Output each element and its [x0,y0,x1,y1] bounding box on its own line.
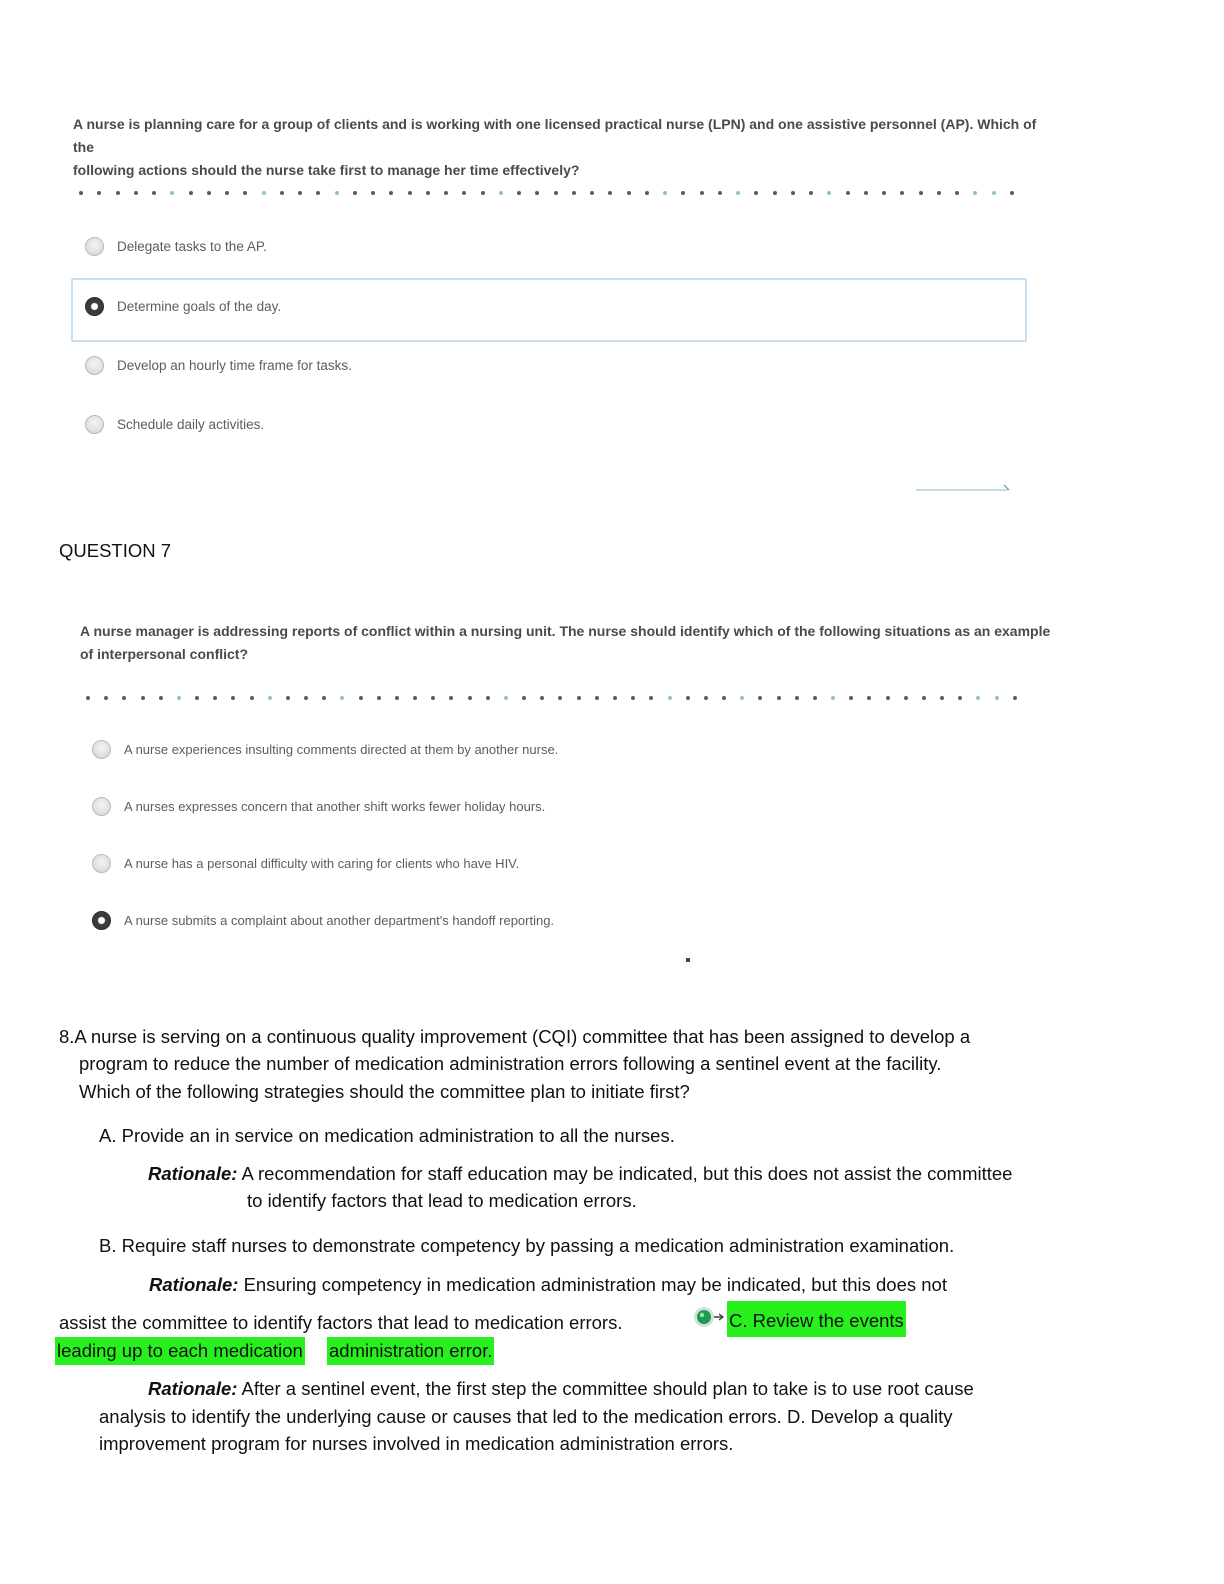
divider-dot [286,696,290,700]
divider-dot [554,191,558,195]
divider-dot [590,191,594,195]
rationale-b-text: Ensuring competency in medication administration may be indicated, but this does not [238,1274,947,1295]
divider-dot [426,191,430,195]
cursor-mark [686,958,690,962]
divider-dot [413,696,417,700]
divider-dot [377,696,381,700]
divider-dot [97,191,101,195]
divider-dot [973,191,977,195]
divider-dot [758,696,762,700]
q8-stem-line2: program to reduce the number of medication administration errors following a sentinel event at the facility. [79,1053,942,1074]
option-label: A nurse submits a complaint about another department's handoff reporting. [124,913,555,928]
divider-dot [809,191,813,195]
q6-option-1[interactable] [85,237,267,256]
rationale-label: Rationale: [148,1163,238,1184]
radio-button-icon[interactable] [85,237,104,256]
divider-dot [736,191,740,195]
dotted-divider [79,189,1014,197]
radio-button-icon[interactable] [92,797,111,816]
divider-dot [777,696,781,700]
divider-dot [322,696,326,700]
divider-dot [395,696,399,700]
radio-button-selected-icon[interactable] [85,297,104,316]
divider-dot [195,696,199,700]
divider-dot [608,191,612,195]
divider-dot [159,696,163,700]
divider-dot [389,191,393,195]
q7-stem-line1: A nurse manager is addressing reports of conflict within a nursing unit. The nurse should identify which of the following situations as an example [80,623,1051,639]
divider-dot [177,696,181,700]
q6-stem-line1: A nurse is planning care for a group of clients and is working with one licensed practical nurse (LPN) and one assistive personnel (AP). Which of the [73,116,1037,155]
divider-dot [595,696,599,700]
divider-dot [849,696,853,700]
q8-option-b: B. Require staff nurses to demonstrate competency by passing a medication administration examination. [99,1235,955,1256]
q8-option-a: A. Provide an in service on medication administration to all the nurses. [99,1125,675,1146]
divider-dot [79,191,83,195]
divider-dot [152,191,156,195]
divider-dot [340,696,344,700]
rationale-a-line2: to identify factors that lead to medication errors. [247,1190,637,1211]
radio-button-icon[interactable] [85,415,104,434]
rationale-label: Rationale: [149,1274,239,1295]
divider-dot [486,696,490,700]
q6-option-3[interactable] [85,356,352,375]
rationale-label: Rationale: [148,1378,238,1399]
divider-dot [922,696,926,700]
divider-dot [522,696,526,700]
q6-stem-line2: following actions should the nurse take first to manage her time effectively? [73,162,580,178]
divider-dot [408,191,412,195]
q7-option-2[interactable] [92,797,545,816]
divider-dot [335,191,339,195]
q8-option-c-highlight-1: C. Review the events [727,1301,906,1337]
selected-answer-icon [692,1307,726,1329]
divider-dot [791,191,795,195]
divider-dot [937,191,941,195]
divider-dot [1013,696,1017,700]
option-label: Determine goals of the day. [117,299,282,314]
divider-dot [955,191,959,195]
divider-dot [540,696,544,700]
divider-dot [250,696,254,700]
divider-dot [740,696,744,700]
divider-dot [558,696,562,700]
divider-dot [577,696,581,700]
divider-dot [517,191,521,195]
divider-dot [613,696,617,700]
q6-stem [73,113,1053,182]
divider-dot [886,696,890,700]
radio-button-selected-icon[interactable] [92,911,111,930]
divider-dot [359,696,363,700]
option-label: Delegate tasks to the AP. [117,239,267,254]
divider-dot [627,191,631,195]
divider-dot [481,191,485,195]
divider-dot [795,696,799,700]
option-label: A nurse has a personal difficulty with caring for clients who have HIV. [124,856,520,871]
divider-dot [992,191,996,195]
rationale-b [149,1271,947,1299]
dotted-divider [86,694,1017,702]
divider-dot [663,191,667,195]
rationale-c-line3: improvement program for nurses involved in medication administration errors. [99,1433,734,1454]
divider-dot [882,191,886,195]
option-label: Develop an hourly time frame for tasks. [117,358,352,373]
divider-dot [189,191,193,195]
divider-dot [499,191,503,195]
divider-dot [431,696,435,700]
divider-dot [122,696,126,700]
divider-dot [754,191,758,195]
radio-button-icon[interactable] [92,854,111,873]
q6-option-2[interactable] [85,297,281,316]
divider-dot [207,191,211,195]
rationale-c [148,1375,974,1403]
rationale-c-text: After a sentinel event, the first step the committee should plan to take is to use root cause [237,1378,974,1399]
option-label: Schedule daily activities. [117,417,265,432]
divider-dot [649,696,653,700]
divider-dot [353,191,357,195]
q7-option-4[interactable] [92,911,554,930]
divider-dot [316,191,320,195]
divider-dot [268,696,272,700]
divider-dot [722,696,726,700]
divider-dot [904,696,908,700]
divider-dot [773,191,777,195]
divider-dot [298,191,302,195]
divider-dot [444,191,448,195]
divider-dot [958,696,962,700]
divider-dot [1010,191,1014,195]
divider-dot [449,696,453,700]
divider-dot [940,696,944,700]
divider-dot [668,696,672,700]
divider-dot [831,696,835,700]
option-label: A nurse experiences insulting comments directed at them by another nurse. [124,742,559,757]
divider-dot [225,191,229,195]
divider-dot [995,696,999,700]
q6-option-4[interactable] [85,415,264,434]
question-7-heading: QUESTION 7 [59,540,172,561]
divider-dot [827,191,831,195]
radio-button-icon[interactable] [92,740,111,759]
divider-dot [645,191,649,195]
divider-dot [504,696,508,700]
divider-dot [134,191,138,195]
divider-dot [718,191,722,195]
divider-dot [231,696,235,700]
divider-dot [813,696,817,700]
option-label: A nurses expresses concern that another shift works fewer holiday hours. [124,799,546,814]
divider-dot [700,191,704,195]
divider-dot [170,191,174,195]
q8-option-c-highlight-2: leading up to each medication [55,1337,305,1365]
divider-dot [846,191,850,195]
q8-stem-line1: 8.A nurse is serving on a continuous quality improvement (CQI) committee that has been assigned to develop a [59,1026,971,1047]
radio-button-icon[interactable] [85,356,104,375]
divider-dot [704,696,708,700]
rationale-a [148,1160,1012,1188]
divider-dot [900,191,904,195]
q8-stem-line3: Which of the following strategies should the committee plan to initiate first? [79,1081,690,1102]
divider-dot [141,696,145,700]
divider-dot [243,191,247,195]
divider-dot [631,696,635,700]
divider-dot [104,696,108,700]
next-arrow-icon[interactable] [916,480,1012,490]
divider-dot [213,696,217,700]
divider-dot [86,696,90,700]
q7-stem-line2: of interpersonal conflict? [80,646,249,662]
q7-option-1[interactable] [92,740,558,759]
divider-dot [867,696,871,700]
divider-dot [262,191,266,195]
q7-option-3[interactable] [92,854,519,873]
divider-dot [468,696,472,700]
divider-dot [116,191,120,195]
divider-dot [535,191,539,195]
divider-dot [976,696,980,700]
divider-dot [681,191,685,195]
rationale-a-text: A recommendation for staff education may be indicated, but this does not assist the committee [237,1163,1013,1184]
divider-dot [572,191,576,195]
q7-stem [80,620,1060,666]
divider-dot [919,191,923,195]
divider-dot [686,696,690,700]
divider-dot [304,696,308,700]
rationale-c-line2: analysis to identify the underlying cause or causes that led to the medication errors. D. Develop a quality [99,1406,953,1427]
divider-dot [864,191,868,195]
divider-dot [462,191,466,195]
rationale-b-line2: assist the committee to identify factors that lead to medication errors. [59,1312,623,1333]
divider-dot [371,191,375,195]
divider-dot [280,191,284,195]
q8-option-c-highlight-3: administration error. [327,1337,494,1365]
